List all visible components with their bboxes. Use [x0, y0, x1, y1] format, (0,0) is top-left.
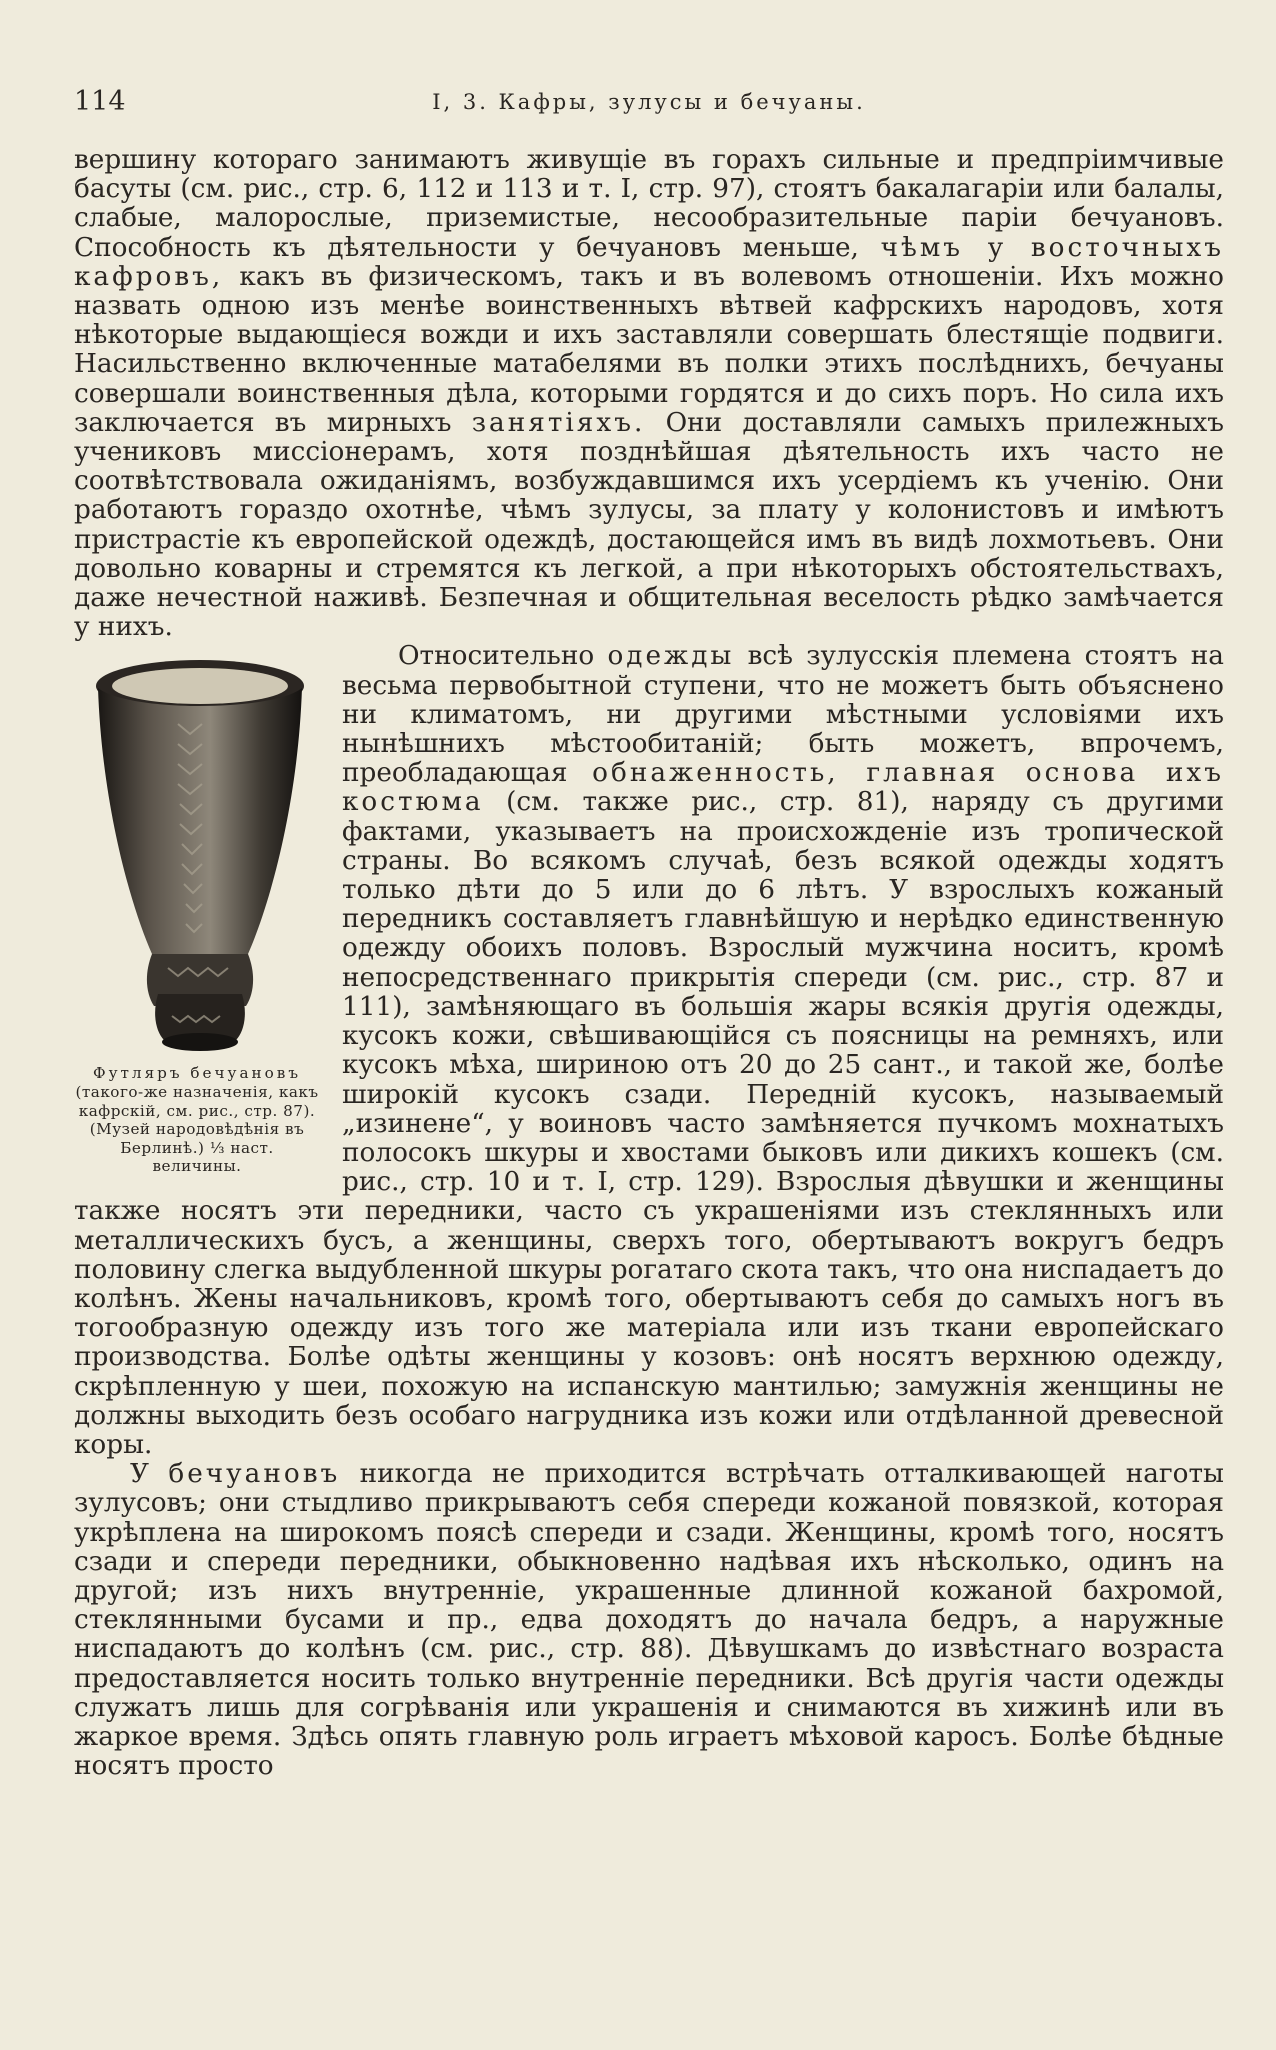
figure-caption: [74, 1064, 320, 1176]
p2-emphasis-2: обнаженность, главная основа ихъ костюма: [342, 758, 1224, 818]
p2-text-b: всѣ зулусскія племена стоятъ на весьма первобытной ступени, что не можетъ быть объяснено ни климатомъ, ни другими мѣстными условіями ихъ нынѣшнихъ мѣстообитаній; быть можетъ, впрочемъ, преобладающая: [342, 641, 1224, 789]
page-header: [74, 86, 1224, 126]
p1-text-c: Они доставляли самыхъ прилежныхъ учениковъ миссіонерамъ, хотя позднѣйшая дѣятельность ихъ часто не соотвѣтствовала ожиданіямъ, возбуждавшимся ихъ усердіемъ къ ученію. Они работаютъ гораздо охотнѣе, чѣмъ зулусы, за плату у колонистовъ и имѣютъ пристрастіе къ европейской одеждѣ, достающейся имъ въ видѣ лохмотьевъ. Они довольно коварны и стремятся къ легкой, а при нѣкоторыхъ обстоятельствахъ, даже нечестной наживѣ. Безпечная и общительная веселость рѣдко замѣчается у нихъ.: [74, 407, 1224, 643]
caption-title: Футляръ бечуановъ: [92, 1064, 302, 1083]
quiver-case-illustration: [82, 654, 318, 1054]
p2-emphasis-1: одежды: [607, 641, 735, 672]
body-text: [74, 146, 1224, 1781]
p3-emphasis-1: бечуановъ: [168, 1459, 341, 1490]
caption-text: (такого-же назначенія, какъ кафрскій, см. рис., стр. 87). (Музей народовѣдѣнія въ Берлинѣ.) ⅓ наст. величины.: [75, 1083, 319, 1176]
running-title: I, 3. Кафры, зулусы и бечуаны.: [432, 90, 866, 114]
p1-text-a: вершину котораго занимаютъ живущіе въ горахъ сильные и предпріимчивые басуты (см. рис., стр. 6, 112 и 113 и т. I, стр. 97), стоятъ бакалагаріи или балалы, слабые, малорослые, приземистые, несообразительные паріи бечуановъ. Способность къ дѣятельности у бечуановъ меньше,: [74, 145, 1224, 263]
p3-text-b: никогда не приходится встрѣчать отталкивающей наготы зулусовъ; они стыдливо прикрываютъ себя спереди кожаной повязкой, которая укрѣплена на широкомъ поясѣ спереди и сзади. Женщины, кромѣ того, носятъ сзади и спереди передники, обыкновенно надѣвая ихъ нѣсколько, одинъ на другой; изъ нихъ внутренніе, украшенные длинной кожаной бахромой, стеклянными бусами и пр., едва доходятъ до начала бедръ, а наружные ниспадаютъ до колѣнъ (см. рис., стр. 88). Дѣвушкамъ до извѣстнаго возраста предоставляется носить только внутренніе передники. Всѣ другія части одежды служатъ лишь для согрѣванія или украшенія и снимаются въ хижинѣ или въ жаркое время. Здѣсь опять главную роль играетъ мѣховой каросъ. Болѣе бѣдные носятъ просто: [74, 1459, 1224, 1782]
p2-text-c: (см. также рис., стр. 81), наряду съ другими фактами, указываетъ на происхожденіе изъ тропической страны. Во всякомъ случаѣ, безъ всякой одежды ходятъ только дѣти до 5 или до 6 лѣтъ. У взрослыхъ кожаный передникъ составляетъ главнѣйшую и нерѣдко единственную одежду обоихъ половъ. Взрослый мужчина носитъ, кромѣ непосредственнаго прикрытія спереди (см. рис., стр. 87 и 111), замѣняющаго въ большія жары всякія другія одежды, кусокъ кожи, свѣшивающійся съ поясницы на ремняхъ, или кусокъ мѣха, шириною отъ 20 до 25 сант., и такой же, болѣе широкій кусокъ сзади. Передній кусокъ, называемый „изинене“, у воиновъ часто замѣняется пучкомъ мохнатыхъ полосокъ шкуры и хвостами быковъ или дикихъ кошекъ (см. рис., стр. 10 и т. I, стр. 129). Взрослыя дѣвушки и женщины также носятъ эти передники, часто съ украшеніями изъ стеклянныхъ или металлическихъ бусъ, а женщины, сверхъ того, обертываютъ вокругъ бедръ половину слегка выдубленной шкуры рогатаго скота такъ, что она ниспадаетъ до колѣнъ. Жены начальниковъ, кромѣ того, обертываютъ себя до самыхъ ногъ въ тогообразную одежду изъ того же матеріала или изъ ткани европейскаго производства. Болѣе одѣты женщины у козовъ: онѣ носятъ верхнюю одежду, скрѣпленную у шеи, похожую на испанскую мантилью; замужнія женщины не должны выходить безъ особаго нагрудника изъ кожи или отдѣланной древесной коры.: [74, 787, 1224, 1460]
p2-text-a: Относительно: [398, 641, 608, 672]
p1-text-b: какъ въ физическомъ, такъ и въ волевомъ отношеніи. Ихъ можно назвать одною изъ менѣе воинственныхъ вѣтвей кафрскихъ народовъ, хотя нѣкоторые выдающіеся вожди и ихъ заставляли совершать блестящіе подвиги. Насильственно включенные матабелями въ полки этихъ послѣднихъ, бечуаны совершали воинственныя дѣла, которыми гордятся и до сихъ поръ. Но сила ихъ заключается въ мирныхъ: [74, 261, 1224, 438]
p1-emphasis-2: занятіяхъ.: [471, 407, 646, 438]
page-number: 114: [74, 86, 126, 117]
p1-emphasis-1: чѣмъ у восточныхъ кафровъ,: [74, 232, 1224, 292]
paragraph-3: [74, 1460, 1224, 1781]
paragraph-1: [74, 146, 1224, 642]
figure: [74, 654, 320, 1176]
p3-text-a: У: [130, 1459, 169, 1490]
